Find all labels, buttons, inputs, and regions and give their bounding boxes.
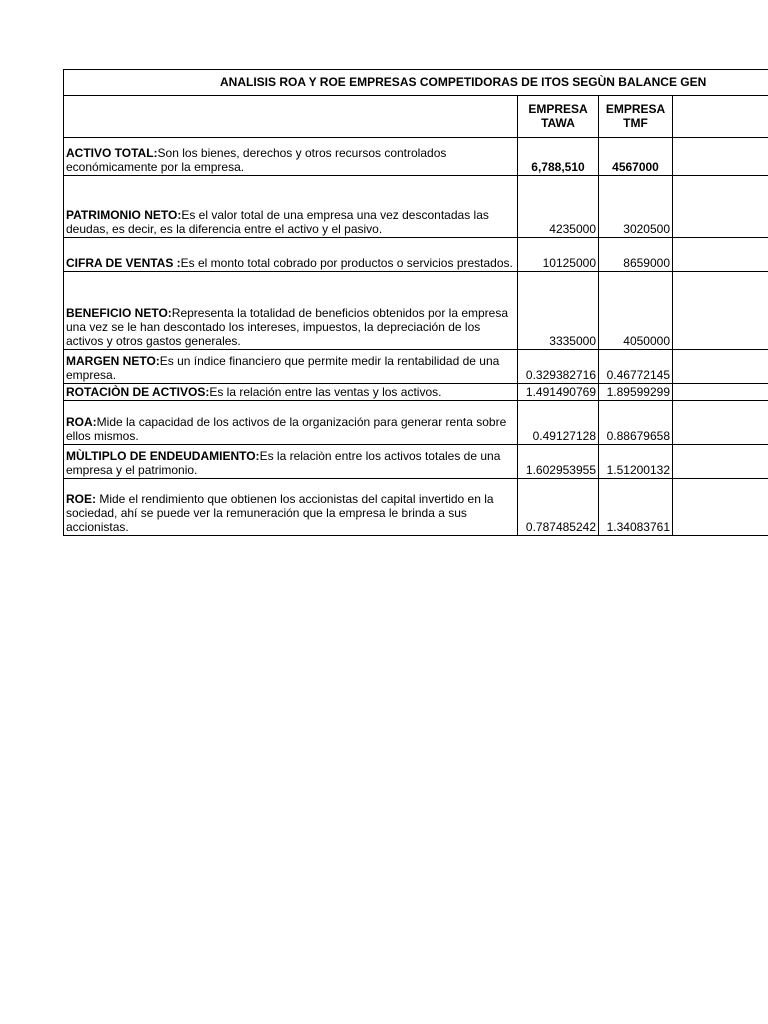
table-row (64, 176, 768, 238)
row-description-cell[interactable] (64, 350, 518, 384)
table-row (64, 272, 768, 350)
table-row (64, 384, 768, 401)
row-label: ROTACIÒN DE ACTIVOS: (66, 385, 210, 399)
column-header-tmf[interactable]: EMPRESA TMF (599, 96, 673, 138)
row-description: Es la relaciòn entre los activos totales de una empresa y el patrimonio. (66, 449, 501, 477)
table-row (64, 138, 768, 176)
overflow-cell[interactable] (673, 176, 768, 238)
column-header-tawa[interactable]: EMPRESA TAWA (518, 96, 599, 138)
row-description-cell[interactable] (64, 238, 518, 272)
row-label: PATRIMONIO NETO: (66, 208, 182, 222)
overflow-cell[interactable] (673, 238, 768, 272)
overflow-cell[interactable] (673, 479, 768, 536)
tmf-value-cell[interactable]: 0.88679658 (599, 401, 673, 445)
row-description-cell[interactable] (64, 138, 518, 176)
roa-roe-table (63, 69, 768, 536)
row-description-cell[interactable] (64, 384, 518, 401)
header-row (64, 96, 768, 138)
row-description: Mide la capacidad de los activos de la organización para generar renta sobre ellos mismos. (66, 415, 507, 443)
row-description: Es la relación entre las ventas y los activos. (209, 385, 442, 399)
row-description-cell[interactable] (64, 176, 518, 238)
header-blank-cell[interactable] (64, 96, 518, 138)
tmf-value-cell[interactable]: 1.51200132 (599, 445, 673, 479)
table-row (64, 401, 768, 445)
tmf-value-cell[interactable]: 4050000 (599, 272, 673, 350)
row-description: Es un índice financiero que permite medir la rentabilidad de una empresa. (66, 354, 500, 382)
row-description-cell[interactable] (64, 445, 518, 479)
title-row (64, 70, 768, 96)
tawa-value-cell[interactable]: 0.787485242 (518, 479, 599, 536)
overflow-cell[interactable] (673, 401, 768, 445)
row-label: MÙLTIPLO DE ENDEUDAMIENTO: (66, 449, 260, 463)
sheet-title[interactable]: ANALISIS ROA Y ROE EMPRESAS COMPETIDORAS DE ITOS SEGÙN BALANCE GEN (64, 70, 768, 96)
tmf-value-cell[interactable]: 4567000 (599, 138, 673, 176)
tmf-value-cell[interactable]: 8659000 (599, 238, 673, 272)
row-description: Es el valor total de una empresa una vez descontadas las deudas, es decir, es la diferencia entre el activo y el pasivo. (66, 208, 489, 236)
overflow-cell[interactable] (673, 384, 768, 401)
row-description: Representa la totalidad de beneficios obtenidos por la empresa una vez se le han descontado los intereses, impuestos, la depreciación de los activos y otros gastos generales. (66, 306, 509, 348)
tmf-value-cell[interactable]: 1.34083761 (599, 479, 673, 536)
tawa-value-cell[interactable]: 6,788,510 (518, 138, 599, 176)
tawa-value-cell[interactable]: 10125000 (518, 238, 599, 272)
row-description: Es el monto total cobrado por productos o servicios prestados. (180, 256, 513, 270)
overflow-cell[interactable] (673, 138, 768, 176)
tmf-value-cell[interactable]: 3020500 (599, 176, 673, 238)
table-row (64, 445, 768, 479)
row-label: MARGEN NETO: (66, 354, 160, 368)
overflow-cell[interactable] (673, 272, 768, 350)
tawa-value-cell[interactable]: 3335000 (518, 272, 599, 350)
tmf-value-cell[interactable]: 0.46772145 (599, 350, 673, 384)
tawa-value-cell[interactable]: 1.491490769 (518, 384, 599, 401)
table-row (64, 479, 768, 536)
row-label: BENEFICIO NETO: (66, 306, 172, 320)
tawa-value-cell[interactable]: 0.49127128 (518, 401, 599, 445)
table-row (64, 238, 768, 272)
row-label: ACTIVO TOTAL: (66, 146, 158, 160)
overflow-cell[interactable] (673, 445, 768, 479)
row-description: Son los bienes, derechos y otros recursos controlados económicamente por la empresa. (66, 146, 447, 174)
tmf-value-cell[interactable]: 1.89599299 (599, 384, 673, 401)
spreadsheet (63, 69, 768, 541)
tawa-value-cell[interactable]: 0.329382716 (518, 350, 599, 384)
table-row (64, 350, 768, 384)
overflow-cell[interactable] (673, 350, 768, 384)
header-overflow-cell[interactable] (673, 96, 768, 138)
row-label: ROA: (66, 415, 97, 429)
row-label: CIFRA DE VENTAS : (66, 256, 181, 270)
row-description: Mide el rendimiento que obtienen los accionistas del capital invertido en la sociedad, ahí se puede ver la remuneración que la empresa le brinda a sus accionistas. (66, 492, 494, 534)
row-description-cell[interactable] (64, 272, 518, 350)
tawa-value-cell[interactable]: 4235000 (518, 176, 599, 238)
row-label: ROE: (66, 492, 96, 506)
row-description-cell[interactable] (64, 479, 518, 536)
row-description-cell[interactable] (64, 401, 518, 445)
tawa-value-cell[interactable]: 1.602953955 (518, 445, 599, 479)
